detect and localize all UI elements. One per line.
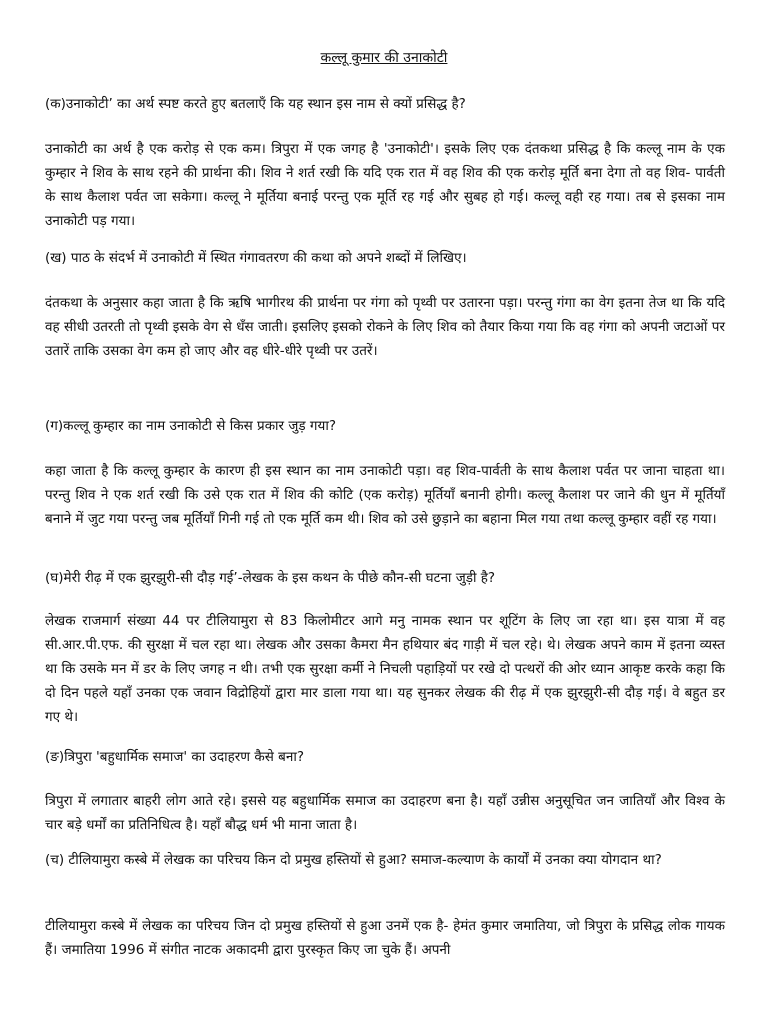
answer-nga: त्रिपुरा में लगातार बाहरी लोग आते रहे। इससे यह बहुधार्मिक समाज का उदाहरण बना है। यहाँ उन्नीस अनुसूचित जन जातियाँ और विश्व के चार बड़े धर्मों का प्रतिनिधित्व है। यहाँ बौद्ध धर्म भी माना जाता है। bbox=[45, 793, 725, 833]
question-kha: (ख) पाठ के संदर्भ में उनाकोटी में स्थित गंगावतरण की कथा को अपने शब्दों में लिखिए। bbox=[45, 250, 467, 266]
answer-kha: दंतकथा के अनुसार कहा जाता है कि ऋषि भागीरथ की प्रार्थना पर गंगा को पृथ्वी पर उतारना पड़ा। परन्तु गंगा का वेग इतना तेज था कि यदि वह सीधी उतरती तो पृथ्वी इसके वेग से धँस जाती। इसलिए इसको रोकने के लिए शिव को तैयार किया गया कि वह गंगा को अपनी जटाओं पर उतारें ताकि उसका वेग कम हो जाए और वह धीरे-धीरे पृथ्वी पर उतरें। bbox=[45, 295, 725, 359]
answer-ga: कहा जाता है कि कल्लू कुम्हार के कारण ही इस स्थान का नाम उनाकोटी पड़ा। वह शिव-पार्वती के साथ कैलाश पर्वत पर जाना चाहता था। परन्तु शिव ने एक शर्त रखी कि उसे एक रात में शिव की कोटि (एक करोड़) मूर्तियाँ बनानी होगी। कल्लू कैलाश पर जाने की धुन में मूर्तियाँ बनाने में जुट गया परन्तु जब मूर्तियाँ गिनी गई तो एक मूर्ति कम थी। शिव को उसे छुड़ाने का बहाना मिल गया तथा कल्लू कुम्हार वहीं रह गया। bbox=[45, 463, 725, 527]
question-gha: (घ)मेरी रीढ़ में एक झुरझुरी-सी दौड़ गई’-लेखक के इस कथन के पीछे कौन-सी घटना जुड़ी है? bbox=[45, 570, 496, 586]
answer-gha: लेखक राजमार्ग संख्या 44 पर टीलियामुरा से 83 किलोमीटर आगे मनु नामक स्थान पर शूटिंग के लिए जा रहा था। इस यात्रा में वह सी.आर.पी.एफ. की सुरक्षा में चल रहा था। लेखक और उसका कैमरा मैन हथियार बंद गाड़ी में चल रहे। थे। लेखक अपने काम में इतना व्यस्त था कि उसके मन में डर के लिए जगह न थी। तभी एक सुरक्षा कर्मी ने निचली पहाड़ियों पर रखे दो पत्थरों की ओर ध्यान आकृष्ट करके कहा कि दो दिन पहले यहाँ उनका एक जवान विद्रोहियों द्वारा मार डाला गया था। यह सुनकर लेखक की रीढ़ में एक झुरझुरी-सी दौड़ गई। वे बहुत डर गए थे। bbox=[45, 613, 725, 725]
question-cha: (च) टीलियामुरा कस्बे में लेखक का परिचय किन दो प्रमुख हस्तियों से हुआ? समाज-कल्याण के कार्यों में उनका क्या योगदान था? bbox=[45, 852, 662, 868]
document-title: कल्लू कुमार की उनाकोटी bbox=[320, 50, 448, 66]
question-ka: (क)उनाकोटी’ का अर्थ स्पष्ट करते हुए बतलाएँ कि यह स्थान इस नाम से क्यों प्रसिद्ध है? bbox=[45, 96, 466, 112]
answer-ka: उनाकोटी का अर्थ है एक करोड़ से एक कम। त्रिपुरा में एक जगह है 'उनाकोटी'। इसके लिए एक दंतकथा प्रसिद्ध है कि कल्लू नाम के एक कुम्हार ने शिव के साथ रहने की प्रार्थना की। शिव ने शर्त रखी कि यदि एक रात में वह शिव की एक करोड़ मूर्ति बना देगा तो वह शिव- पार्वती के साथ कैलाश पर्वत जा सकेगा। कल्लू ने मूर्तिया बनाई परन्तु एक मूर्ति रह गई और सुबह हो गई। कल्लू वही रह गया। तब से इसका नाम उनाकोटी पड़ गया। bbox=[45, 141, 725, 229]
question-nga: (ङ)त्रिपुरा 'बहुधार्मिक समाज' का उदाहरण कैसे बना? bbox=[45, 749, 304, 765]
question-ga: (ग)कल्लू कुम्हार का नाम उनाकोटी से किस प्रकार जुड़ गया? bbox=[45, 418, 336, 434]
answer-cha: टीलियामुरा कस्बे में लेखक का परिचय जिन दो प्रमुख हस्तियों से हुआ उनमें एक है- हेमंत कुमार जमातिया, जो त्रिपुरा के प्रसिद्ध लोक गायक हैं। जमातिया 1996 में संगीत नाटक अकादमी द्वारा पुरस्कृत किए जा चुके हैं। अपनी bbox=[45, 918, 725, 958]
